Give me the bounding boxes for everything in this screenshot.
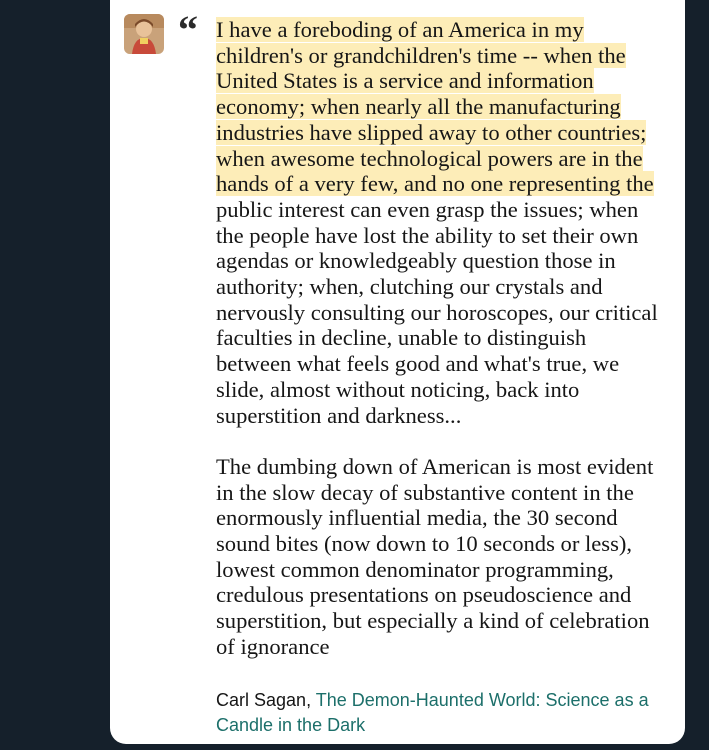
quote-paragraph-2: The dumbing down of American is most evident in the slow decay of substantive content in the enormously influential media, the 30 second sound bites (now down to 10 seconds or less), lowest common denominator programming, credulous presentations on pseudoscience and superstition, but especially a kind of celebration of ignorance — [216, 453, 654, 659]
quote-mark-icon: “ — [178, 7, 198, 52]
quote-card — [110, 0, 685, 744]
book-title-link[interactable]: The Demon-Haunted World: Science as a Candle in the Dark — [216, 690, 649, 735]
avatar[interactable] — [124, 14, 164, 54]
attribution — [216, 688, 671, 738]
author-name: Carl Sagan — [216, 690, 307, 710]
unhighlighted-text: public interest can even grasp the issues; when the people have lost the ability to set their own agendas or knowledgeably question those in authority; when, clutching our crystals and nervously consulting our horoscopes, our critical faculties in decline, unable to distinguish between what feels good and what's true, we slide, almost without noticing, back into superstition and darkness... — [216, 196, 658, 428]
highlighted-text[interactable]: I have a foreboding of an America in my children's or grandchildren's time -- when the United States is a service and information economy; when nearly all the manufacturing industries have slipped away to other countries; when awesome technological powers are in the hands of a very few, and no one representing the — [216, 17, 654, 197]
user-avatar-icon — [124, 14, 164, 54]
quote-text[interactable] — [216, 17, 666, 660]
quote-paragraph-1 — [216, 17, 666, 428]
attribution-separator: , — [306, 690, 316, 710]
